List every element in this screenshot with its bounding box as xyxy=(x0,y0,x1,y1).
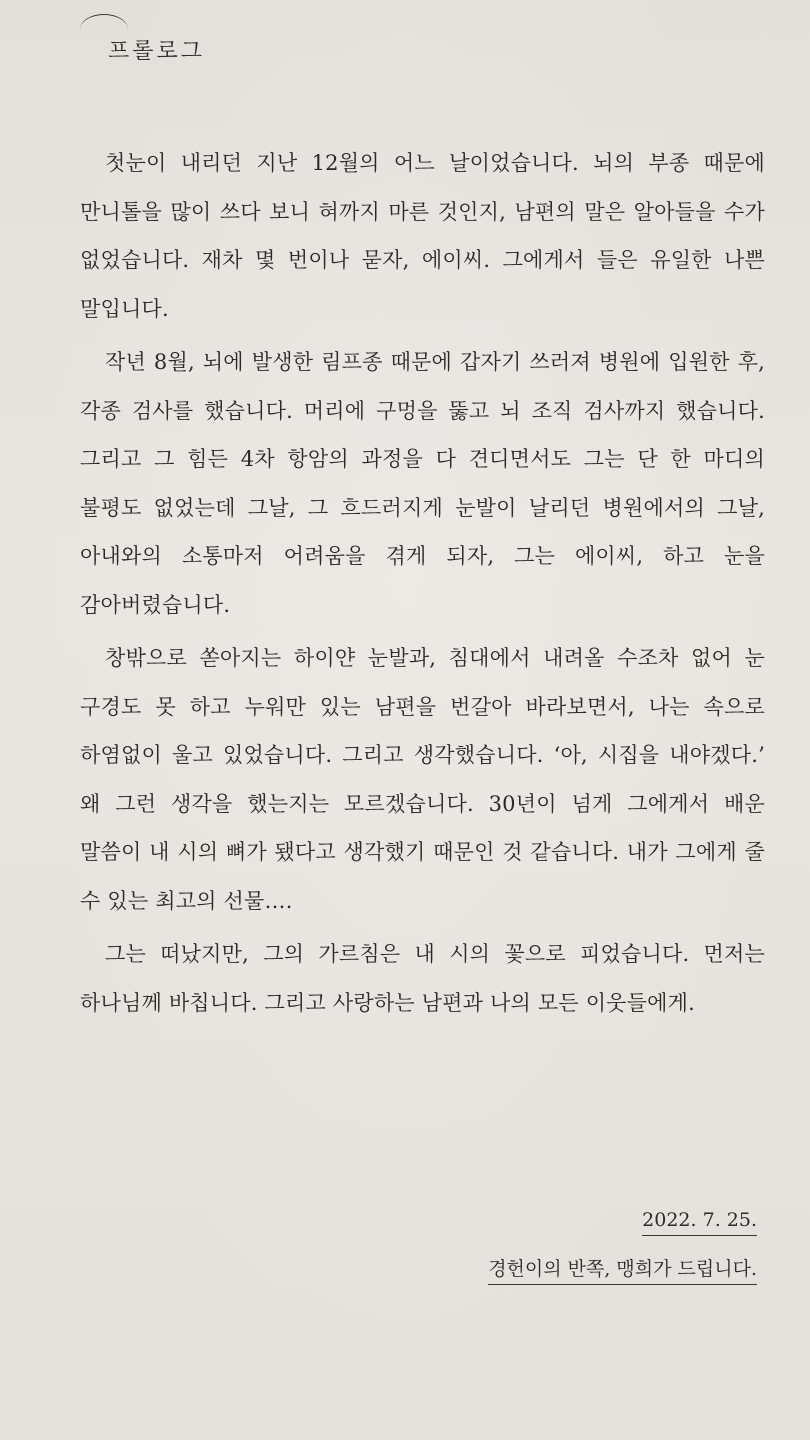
paragraph-3: 창밖으로 쏟아지는 하이얀 눈발과, 침대에서 내려올 수조차 없어 눈 구경도 못 하고 누워만 있는 남편을 번갈아 바라보면서, 나는 속으로 하염없이 울고 있었습니다. 그리고 생각했습니다. ‘아, 시집을 내야겠다.’ 왜 그런 생각을 했는지는 모르겠습니다. 30년이 넘게 그에게서 배운 말씀이 내 시의 뼈가 됐다고 생각했기 때문인 것 같습니다. 내가 그에게 줄 수 있는 최고의 선물…. xyxy=(80,646,766,913)
signoff-date: 2022. 7. 25. xyxy=(642,1206,757,1236)
paragraph-4: 그는 떠났지만, 그의 가르침은 내 시의 꽃으로 피었습니다. 먼저는 하나님께 바칩니다. 그리고 사랑하는 남편과 나의 모든 이웃들에게. xyxy=(80,942,765,1015)
chapter-title: 프롤로그 xyxy=(108,39,206,64)
paragraph-2: 작년 8월, 뇌에 발생한 림프종 때문에 갑자기 쓰러져 병원에 입원한 후, 각종 검사를 했습니다. 머리에 구멍을 뚫고 뇌 조직 검사까지 했습니다. 그리고 그 힘든 4차 항암의 과정을 다 견디면서도 그는 단 한 마디의 불평도 없었는데 그날, 그 흐드러지게 눈발이 날리던 병원에서의 그날, 아내와의 소통마저 어려움을 겪게 되자, 그는 에이씨, 하고 눈을 감아버렸습니다. xyxy=(80,350,765,617)
prologue-body xyxy=(80,139,765,1027)
paragraph-1: 첫눈이 내리던 지난 12월의 어느 날이었습니다. 뇌의 부종 때문에 만니톨을 많이 쓰다 보니 혀까지 마른 것인지, 남편의 말은 알아들을 수가 없었습니다. 재차 몇 번이나 묻자, 에이씨. 그에게서 들은 유일한 나쁜 말입니다. xyxy=(80,151,765,321)
signoff-author: 경헌이의 반쪽, 맹희가 드립니다. xyxy=(488,1255,757,1285)
signoff xyxy=(488,1206,757,1285)
